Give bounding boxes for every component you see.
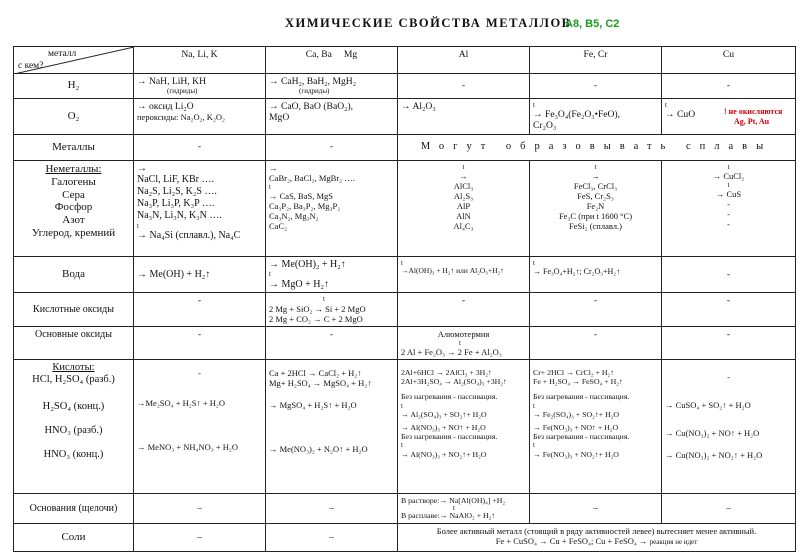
text-line: Кислоты: xyxy=(52,361,95,373)
cell-water-na: → Me(OH) + H₂↑ xyxy=(134,256,266,293)
text-line: FeCl₃, CrCl₃ xyxy=(573,180,618,191)
cell-water-fe xyxy=(530,256,662,293)
cell-basicox-ca: - xyxy=(266,326,398,359)
row-label-salts: Соли xyxy=(14,523,134,551)
text-line: AlCl₃ xyxy=(453,180,474,191)
cell-basicox-na: - xyxy=(134,326,266,359)
heat-mark: t xyxy=(594,162,597,171)
text-line: - xyxy=(727,219,730,230)
text-line: Более активный металл (стоящий в ряду активностей левее) вытесняет менее активный. xyxy=(436,525,757,536)
text-line: (гидриды) xyxy=(167,87,198,96)
text-line: → Cu(NO₃)₂ + NO↑ + H₂O xyxy=(665,428,760,438)
text-line: Cr₂O₃ xyxy=(533,120,557,132)
heat-mark: t xyxy=(269,182,271,191)
cell-h2-ca xyxy=(266,74,398,99)
row-label-bases: Основания (щелочи) xyxy=(14,493,134,523)
text-line: HCl, H₂SO₄ (разб.) xyxy=(32,374,115,386)
cell-acids-ca xyxy=(266,359,398,493)
text-line: NaCl, LiF, KBr …. xyxy=(137,174,214,186)
metals-properties-table xyxy=(13,46,796,552)
text-line: Без нагревания - пассивация. xyxy=(533,392,630,402)
text-line: → Na₄Si (сплавл.), Na₄C xyxy=(137,229,241,241)
cell-o2-fe xyxy=(530,98,662,134)
title-bar xyxy=(0,16,807,38)
cell-acidox-cu: - xyxy=(662,293,796,326)
text-line: HNO₃ (разб.) xyxy=(44,425,103,437)
text-line: Фосфор xyxy=(54,201,93,214)
cell-water-ca xyxy=(266,256,398,293)
text-line: →Al(OH)₃ + H₂↑ или Al₂O₃+H₂↑ xyxy=(401,265,504,275)
text-line: → Al₂(SO₄)₃ + SO₂↑+ H₂O xyxy=(401,409,487,419)
cell-salts-na: – xyxy=(134,523,266,551)
cell-bases-al xyxy=(398,493,530,523)
text-line: Азот xyxy=(62,214,85,227)
text-line: Na₃N, Li₃N, K₃N …. xyxy=(137,209,222,221)
cell-bases-ca: – xyxy=(266,493,398,523)
cell-nonmetals-cu xyxy=(662,160,796,256)
cell-water-al xyxy=(398,256,530,293)
row-label-o2: O₂ xyxy=(14,98,134,134)
row-bases xyxy=(14,493,796,523)
text-line: → MgO + H₂↑ xyxy=(269,278,329,290)
text-line: → Me(OH)₂ + H₂↑ xyxy=(269,258,346,270)
heat-mark: t xyxy=(401,258,403,267)
heat-mark: t xyxy=(462,162,465,171)
text-line: → CuCl₂ xyxy=(712,170,745,181)
row-label-acids xyxy=(14,359,134,493)
row-label-nonmetals xyxy=(14,160,134,256)
text-line: → xyxy=(591,170,600,181)
row-salts xyxy=(14,523,796,551)
col-header-na-li-k: Na, Li, K xyxy=(134,47,266,74)
heat-mark: t xyxy=(533,401,535,410)
heat-mark: t xyxy=(137,221,139,230)
text-line: FeSi₂ (сплавл.) xyxy=(569,220,622,231)
text-line: - xyxy=(727,371,730,382)
row-water xyxy=(14,256,796,293)
text-line: → NaH, LiH, KH xyxy=(137,76,207,87)
text-line: → xyxy=(269,162,278,173)
text-line: → xyxy=(137,162,147,174)
text-line: - xyxy=(727,199,730,210)
cell-h2-al: - xyxy=(398,74,530,99)
corner-with-label: с кем? xyxy=(18,61,44,71)
note-not-oxidized: ! не окисляются xyxy=(724,106,783,116)
cell-acids-fe xyxy=(530,359,662,493)
corner-metal-label: металл xyxy=(48,49,77,59)
cell-salts-rule xyxy=(398,523,796,551)
col-header-fe-cr: Fe, Cr xyxy=(530,47,662,74)
row-nonmetals xyxy=(14,160,796,256)
text-line: Алюмотермия xyxy=(437,328,490,339)
heat-mark: t xyxy=(533,441,535,450)
text-line: (гидриды) xyxy=(299,87,330,96)
col-header-ca-ba-mg: Ca, Ba Mg xyxy=(266,47,398,74)
text-line: → CaO, BaO (BaO₂), xyxy=(269,100,354,112)
cell-nonmetals-fe xyxy=(530,160,662,256)
cell-metals-na: - xyxy=(134,134,266,160)
cell-metals-alloys: Могут образовывать сплавы xyxy=(398,134,796,160)
header-row xyxy=(14,47,796,74)
text-line: Галогены xyxy=(51,175,96,188)
heat-mark: t xyxy=(401,441,403,450)
cell-bases-cu: – xyxy=(662,493,796,523)
cell-bases-na: – xyxy=(134,493,266,523)
cell-nonmetals-ca xyxy=(266,160,398,256)
text-line: Mg+ H₂SO₄ → MgSO₄ + H₂↑ xyxy=(269,377,372,388)
text-line: MgO xyxy=(269,111,290,123)
row-metals xyxy=(14,134,796,160)
text-line: 2Al+3H₂SO₄ → Al₂(SO₄)₃ +3H₂↑ xyxy=(401,377,507,387)
cell-basicox-fe: - xyxy=(530,326,662,359)
heat-mark: t xyxy=(665,100,667,109)
text-line: → Fe₃O₄(Fe₂O₃•FeO), xyxy=(533,108,621,120)
text-line: → Al(NO₃)₃ + NO₂↑+ H₂O xyxy=(401,449,487,459)
text-line: Ca₃N₂, Mg₃N₂ xyxy=(269,210,319,221)
text-line: В расплаве:→ NaAlO₂ + H₂↑ xyxy=(401,511,496,521)
text-line: Без нагревания - пассивация. xyxy=(401,432,498,442)
cell-bases-fe: – xyxy=(530,493,662,523)
text-line: FeS, Cr₂S₃ xyxy=(577,190,614,201)
cell-o2-ca xyxy=(266,98,398,134)
text-line: Al₂S₃ xyxy=(453,190,474,201)
text-line: В растворе:→ Na[Al(OH)₄] +H₂ xyxy=(401,495,506,505)
text-line: 2Al+6HCl → 2AlCl₃ + 3H₂↑ xyxy=(401,367,492,377)
heat-mark: t xyxy=(533,258,535,267)
text-line: Без нагревания - пассивация. xyxy=(533,432,630,442)
exam-tags: А8, В5, С2 xyxy=(565,18,620,30)
cell-acids-cu xyxy=(662,359,796,493)
cell-acids-na xyxy=(134,359,266,493)
text-line: → оксид Li₂O xyxy=(137,100,194,112)
text-line: → CuO xyxy=(665,108,696,120)
cell-o2-na xyxy=(134,98,266,134)
text-line: → xyxy=(459,170,468,181)
text-line: Ca₃P₂, Ba₃P₂, Mg₃P₂ xyxy=(269,200,341,211)
text-line: Неметаллы: xyxy=(45,162,102,175)
text-line: → Cu(NO₃)₂ + NO₂↑ + H₂O xyxy=(665,450,763,461)
row-label-basic-oxides: Основные оксиды xyxy=(14,326,134,359)
text-line: Na₂S, Li₂S, K₂S …. xyxy=(137,186,217,198)
text-line: → Al(NO₃)₃ + NO↑ + H₂O xyxy=(401,422,486,432)
cell-h2-cu: - xyxy=(662,74,796,99)
row-acids xyxy=(14,359,796,493)
row-h2 xyxy=(14,74,796,99)
text-line: пероксиды: Na₂O₂, K₂O₂ xyxy=(137,111,226,122)
text-line: → CaS, BaS, MgS xyxy=(269,190,333,201)
cell-acidox-fe: - xyxy=(530,293,662,326)
cell-basicox-cu: - xyxy=(662,326,796,359)
text-line: Fe₂N xyxy=(586,200,605,211)
text-line: 2 Mg + CO₂ → C + 2 MgO xyxy=(269,313,363,324)
cell-acidox-na: - xyxy=(134,293,266,326)
cell-nonmetals-na xyxy=(134,160,266,256)
text-line: - xyxy=(727,209,730,220)
text-line: Fe + CuSO₄ → Cu + FeSO₄; Cu + FeSO₄ → xyxy=(495,535,648,546)
cell-water-cu: - xyxy=(662,256,796,293)
text-line: Cr+ 2HCl → CrCl₂ + H₂↑ xyxy=(533,367,615,377)
text-line: AlN xyxy=(456,210,471,221)
text-line: Fe + H₂SO₄ → FeSO₄ + H₂↑ xyxy=(533,377,623,387)
text-line: AlP xyxy=(456,200,471,211)
heat-mark: t xyxy=(727,162,730,171)
text-line: H₂SO₄ (конц.) xyxy=(42,400,105,412)
text-line: 2 Al + Fe₂O₃ → 2 Fe + Al₂O₃ xyxy=(401,346,502,357)
text-line: →Me₂SO₄ + H₂S↑ + H₂O xyxy=(137,397,226,408)
text-line: → MgSO₄ + H₂S↑ + H₂O xyxy=(269,400,357,410)
col-header-al: Al xyxy=(398,47,530,74)
text-line: → Fe(NO₃)₃ + NO↑ + H₂O xyxy=(533,422,619,432)
row-label-h2: H₂ xyxy=(14,74,134,99)
text-line: → Fe₂(SO₄)₃ + SO₂↑+ H₂O xyxy=(533,409,620,419)
text-line: Без нагревания - пассивация. xyxy=(401,392,498,402)
row-label-water: Вода xyxy=(14,256,134,293)
cell-h2-fe: - xyxy=(530,74,662,99)
col-header-cu: Cu xyxy=(662,47,796,74)
no-reaction-note: реакция не идет xyxy=(649,537,698,546)
text-line: Fe₃C (при t 1600 °C) xyxy=(558,210,633,221)
text-line: → CaH₂, BaH₂, MgH₂ xyxy=(269,76,357,87)
heat-mark: t xyxy=(533,100,535,109)
cell-acids-al xyxy=(398,359,530,493)
text-line: → Fe₃O₄+H₂↑; Cr₂O₃+H₂↑ xyxy=(533,266,621,276)
row-acid-oxides xyxy=(14,293,796,326)
row-basic-oxides xyxy=(14,326,796,359)
row-label-acid-oxides: Кислотные оксиды xyxy=(14,293,134,326)
text-line: - xyxy=(198,367,201,378)
cell-basicox-al xyxy=(398,326,530,359)
text-line: Сера xyxy=(62,188,85,201)
text-line: CaBr₂, BaCl₂, MgBr₂ …. xyxy=(269,172,355,183)
row-label-metals: Металлы xyxy=(14,134,134,160)
text-line: → Me(NO₃)₂ + N₂O↑ + H₂O xyxy=(269,444,368,455)
corner-cell xyxy=(14,47,134,74)
heat-mark: t xyxy=(459,338,461,347)
text-line: CaC₂ xyxy=(269,220,288,231)
text-line: Углерод, кремний xyxy=(31,227,116,240)
cell-salts-ca: – xyxy=(266,523,398,551)
text-line: 2 Mg + SiO₂ → Si + 2 MgO xyxy=(269,303,366,314)
heat-mark: t xyxy=(401,401,403,410)
heat-mark: t xyxy=(453,504,455,513)
page-title: ХИМИЧЕСКИЕ СВОЙСТВА МЕТАЛЛОВ xyxy=(285,16,572,30)
cell-h2-na xyxy=(134,74,266,99)
text-line: Ca + 2HCl → CaCl₂ + H₂↑ xyxy=(269,367,362,378)
cell-acidox-ca xyxy=(266,293,398,326)
cell-metals-ca: - xyxy=(266,134,398,160)
text-line: → CuSO₄ + SO₂↑ + H₂O xyxy=(665,399,751,410)
heat-mark: t xyxy=(727,180,730,189)
cell-acidox-al: - xyxy=(398,293,530,326)
cell-o2-cu xyxy=(662,98,796,134)
text-line: Al₄C₃ xyxy=(453,220,474,231)
text-line: → MeNO₃ + NH₄NO₃ + H₂O xyxy=(137,442,239,452)
text-line: Na₃P, Li₃P, K₃P …. xyxy=(137,197,215,209)
text-line: → Fe(NO₃)₃ + NO₂↑+ H₂O xyxy=(533,449,619,459)
cell-o2-al: → Al₂O₃ xyxy=(398,98,530,134)
heat-mark: t xyxy=(323,295,325,304)
note-noble-metals: Ag, Pt, Au xyxy=(734,116,770,126)
cell-nonmetals-al xyxy=(398,160,530,256)
row-o2 xyxy=(14,98,796,134)
text-line: HNO₃ (конц.) xyxy=(43,449,104,461)
text-line: → CuS xyxy=(715,189,742,200)
heat-mark: t xyxy=(269,270,271,279)
